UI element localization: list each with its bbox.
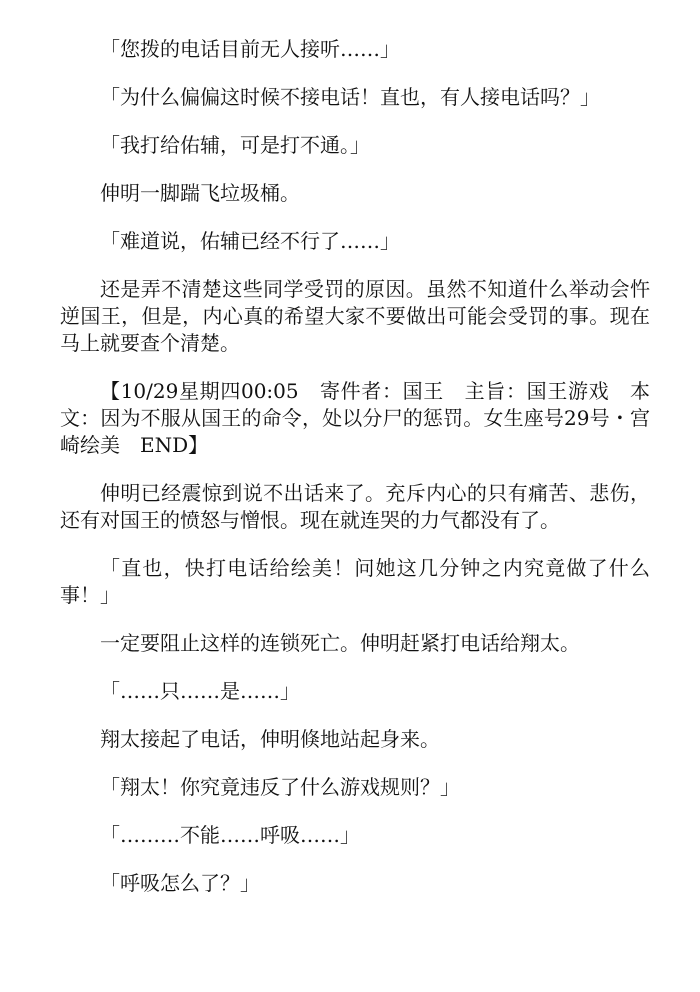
narration-paragraph: 伸明一脚踹飞垃圾桶。 <box>100 181 300 205</box>
dialogue-line: 「直也，快打电话给绘美！问她这几分钟之内究竟做了什么事！」 <box>60 556 650 607</box>
dialogue-line: 「………不能……呼吸……」 <box>100 823 360 847</box>
narration-paragraph: 一定要阻止这样的连锁死亡。伸明赶紧打电话给翔太。 <box>100 631 580 655</box>
dialogue-line: 「难道说，佑辅已经不行了……」 <box>100 229 400 253</box>
king-message: 【10/29星期四00:05 寄件者：国王 主旨：国王游戏 本文：因为不服从国王的命令，处以分尸的惩罚。女生座号29号・宫崎绘美 END】 <box>60 379 650 457</box>
dialogue-line: 「……只……是……」 <box>100 679 300 703</box>
book-page <box>60 36 650 918</box>
dialogue-line: 「您拨的电话目前无人接听……」 <box>100 37 400 61</box>
dialogue-line: 「呼吸怎么了？」 <box>100 871 260 895</box>
narration-paragraph: 伸明已经震惊到说不出话来了。充斥内心的只有痛苦、悲伤，还有对国王的愤怒与憎恨。现在就连哭的力气都没有了。 <box>60 481 650 532</box>
dialogue-line: 「为什么偏偏这时候不接电话！直也，有人接电话吗？」 <box>100 85 600 109</box>
narration-paragraph: 翔太接起了电话，伸明倏地站起身来。 <box>100 727 440 751</box>
dialogue-line: 「我打给佑辅，可是打不通。」 <box>100 133 370 157</box>
narration-paragraph: 还是弄不清楚这些同学受罚的原因。虽然不知道什么举动会忤逆国王，但是，内心真的希望大家不要做出可能会受罚的事。现在马上就要查个清楚。 <box>60 277 650 355</box>
dialogue-line: 「翔太！你究竟违反了什么游戏规则？」 <box>100 775 460 799</box>
